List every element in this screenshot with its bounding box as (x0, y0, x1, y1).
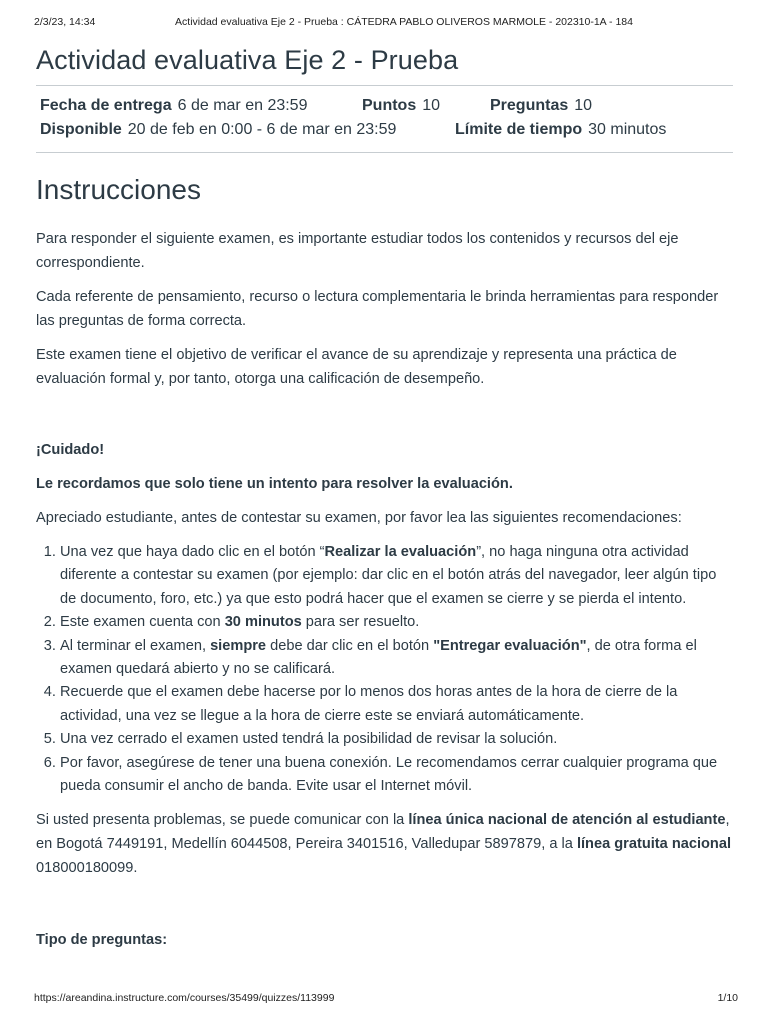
print-header (34, 16, 734, 30)
time-limit (455, 118, 666, 142)
support-text: Si usted presenta problemas, se puede comunicar con la (36, 812, 409, 829)
support-emphasis: línea única nacional de atención al estudiante (408, 812, 726, 829)
list-item-emphasis: siempre (210, 637, 267, 654)
divider (36, 152, 733, 153)
list-item: 6. Por favor, asegúrese de tener una buena conexión. Le recomendamos cerrar cualquier programa que pueda consumir el ancho de banda. Evite usar el Internet móvil. (60, 752, 733, 799)
availability-value: 20 de feb en 0:00 - 6 de mar en 23:59 (127, 121, 397, 138)
quiz-content (36, 40, 733, 952)
time-limit-label: Límite de tiempo (455, 121, 583, 138)
quiz-details-row (40, 118, 733, 142)
list-item: 4. Recuerde que el examen debe hacerse por lo menos dos horas antes de la hora de cierre de la actividad, una vez se llegue a la hora de cierre este se enviará automáticamente. (60, 681, 733, 728)
instructions-heading: Instrucciones (36, 174, 201, 205)
single-attempt-notice: Le recordamos que solo tiene un intento para resolver la evaluación. (36, 476, 513, 492)
support-contact (36, 808, 733, 880)
page-number: 1/10 (717, 992, 738, 1004)
due-date-value: 6 de mar en 23:59 (177, 97, 308, 114)
quiz-details (36, 86, 733, 152)
availability (40, 118, 455, 142)
recommendations-list (36, 541, 733, 798)
list-item-text: Al terminar el examen, (60, 637, 211, 654)
list-item-emphasis: "Entregar evaluación" (433, 637, 587, 654)
support-emphasis: línea gratuita nacional (576, 836, 732, 853)
list-item-emphasis: 30 minutos (224, 614, 302, 631)
caution-heading: ¡Cuidado! (36, 442, 105, 458)
quiz-title: Actividad evaluativa Eje 2 - Prueba (36, 45, 459, 75)
questions-label: Preguntas (490, 97, 569, 114)
list-item-text: debe dar clic en el botón (266, 637, 434, 654)
points-value: 10 (422, 97, 441, 114)
questions-value: 10 (574, 97, 593, 114)
questions (490, 94, 592, 118)
print-timestamp: 2/3/23, 14:34 (34, 16, 96, 28)
instructions-paragraph: Este examen tiene el objetivo de verificar el avance de su aprendizaje y representa una práctica de evaluación formal y, por tanto, otorga una calificación de desempeño. (36, 347, 677, 387)
points-label: Puntos (362, 97, 417, 114)
print-document-title: Actividad evaluativa Eje 2 - Prueba : CÁTEDRA PABLO OLIVEROS MARMOLE - 202310-1A - 184 (175, 16, 633, 28)
quiz-details-row (40, 94, 733, 118)
time-limit-value: 30 minutos (588, 121, 667, 138)
recommendations-intro: Apreciado estudiante, antes de contestar su examen, por favor lea las siguientes recomendaciones: (36, 510, 682, 526)
list-item: 5. Una vez cerrado el examen usted tendrá la posibilidad de revisar la solución. (60, 728, 733, 751)
list-item (60, 541, 733, 611)
list-item (60, 635, 733, 682)
page-url: https://areandina.instructure.com/courses/35499/quizzes/113999 (34, 992, 335, 1004)
list-item-text: Este examen cuenta con (60, 614, 225, 631)
due-date (40, 94, 362, 118)
support-text: , en Bogotá 7449191, Medellín 6044508, Pereira 3401516, Valledupar 5897879, a la (36, 812, 730, 853)
list-item-text: ”, no haga ninguna otra actividad diferente a contestar su examen (por ejemplo: dar clic en el botón atrás del navegador, leer algún tipo de documento, foro, etc.) ya que esto podrá hacer que el examen se cierre y se pierda el intento. (60, 544, 717, 607)
due-date-label: Fecha de entrega (40, 97, 172, 114)
list-item-emphasis: Realizar la evaluación (324, 544, 477, 560)
list-item-text: para ser resuelto. (301, 614, 420, 631)
list-item-text: , de otra forma el examen quedará abierto y no se calificará. (60, 637, 697, 678)
instructions-paragraph: Para responder el siguiente examen, es importante estudiar todos los contenidos y recursos del eje correspondiente. (36, 231, 679, 271)
list-item (60, 611, 733, 634)
question-types-heading: Tipo de preguntas: (36, 932, 168, 949)
support-text: 018000180099. (36, 860, 138, 877)
instructions-paragraph: Cada referente de pensamiento, recurso o lectura complementaria le brinda herramientas para responder las preguntas de forma correcta. (36, 289, 719, 329)
points (362, 94, 490, 118)
list-item-text: Una vez que haya dado clic en el botón “ (60, 544, 325, 560)
availability-label: Disponible (40, 121, 122, 138)
